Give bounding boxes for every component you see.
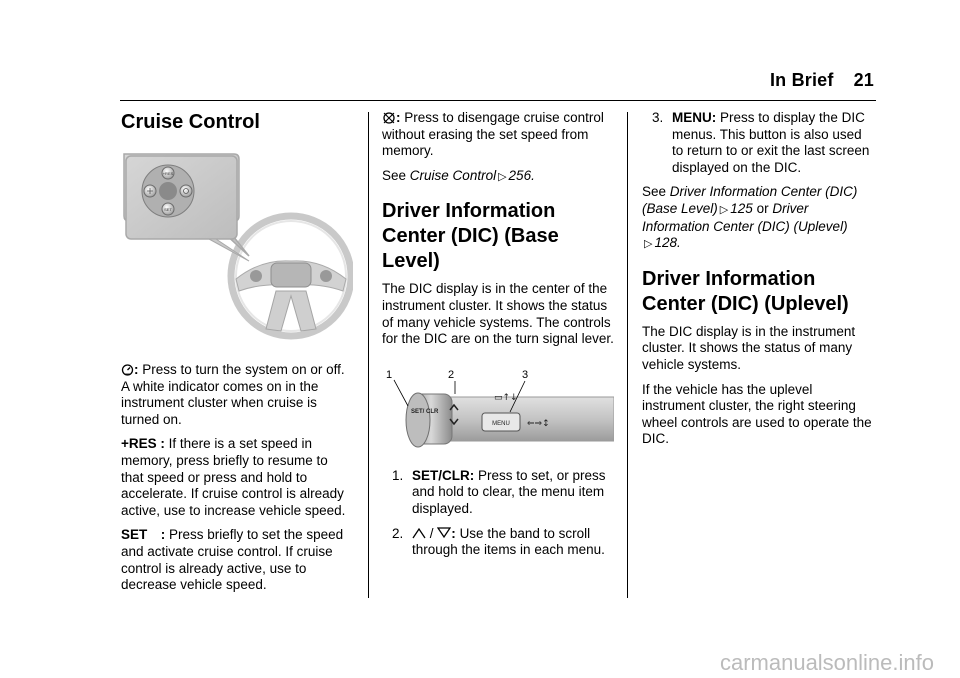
dic-base-description: The DIC display is in the center of the instrument cluster. It shows the status of many vehicle systems. The controls for the DIC are on the turn signal lever. <box>382 281 614 347</box>
list-item-set-clr <box>382 468 614 518</box>
cruise-on-off-description <box>121 362 351 428</box>
res-label: +RES <box>162 171 174 176</box>
band-up-icon <box>412 527 426 539</box>
dic-uplevel-heading: Driver Information Center (DIC) (Uplevel) <box>642 267 849 315</box>
band-down-icon <box>437 527 451 539</box>
item-number: 3. <box>652 110 664 125</box>
column-divider-2 <box>627 112 628 598</box>
dic-base-page[interactable]: 125 <box>730 200 753 216</box>
page-number: 21 <box>853 70 874 90</box>
res-key: +RES : <box>121 436 165 452</box>
list-item-menu <box>642 110 874 176</box>
set-label: SET <box>164 207 172 212</box>
set-clr-key: SET/CLR: <box>412 467 475 483</box>
cancel-description <box>382 110 614 160</box>
on-off-key: : <box>134 362 139 377</box>
see-prefix: See <box>642 184 667 200</box>
cruise-button-cluster <box>142 165 194 217</box>
dic-controls-list <box>382 468 614 559</box>
menu-key: MENU: <box>672 110 717 125</box>
menu-label: MENU <box>492 420 510 427</box>
set-description <box>121 527 351 593</box>
cruise-control-heading: Cruise Control <box>121 111 260 133</box>
cruise-on-off-icon <box>121 363 134 376</box>
set-text: Press briefly to set the speed and activate cruise control. If cruise control is already active, use to decrease vehicle speed. <box>121 527 344 593</box>
set-clr-text: Press to set, or press and hold to clear, the menu item displayed. <box>412 467 606 516</box>
turn-signal-symbols: ⇐⇒↕ <box>527 418 550 429</box>
callout-3: 3 <box>522 368 529 381</box>
steering-wheel-figure <box>121 151 353 356</box>
page-reference-icon: ▷ <box>498 170 507 183</box>
dic-controls-list-continued <box>642 110 874 176</box>
dic-base-link[interactable]: Driver Information Center (DIC) (Base Level) <box>642 184 858 216</box>
cancel-key: : <box>396 110 401 125</box>
or-word: or <box>756 200 769 216</box>
page-reference-icon: ▷ <box>719 203 729 216</box>
menu-text: Press to display the DIC menus. This button is also used to return to or exit the last screen displayed on the DIC. <box>672 110 870 175</box>
cruise-on-off-button <box>180 185 192 197</box>
column-divider-1 <box>368 112 369 598</box>
page-header <box>0 0 960 100</box>
res-description <box>121 436 351 519</box>
dic-uplevel-link[interactable]: Driver Information Center (DIC) (Uplevel) <box>642 200 848 234</box>
see-cruise-control <box>382 168 614 186</box>
header-rule <box>120 100 876 101</box>
list-item-band <box>382 526 614 559</box>
dic-uplevel-controls-description: If the vehicle has the uplevel instrument cluster, the right steering wheel controls are used to operate the DIC. <box>642 381 872 447</box>
see-dic-references <box>642 184 874 252</box>
dic-base-heading: Driver Information Center (DIC) (Base Level) <box>382 200 559 273</box>
set-clr-end <box>406 393 430 447</box>
set-clr-label: SET/ CLR <box>411 408 439 415</box>
on-off-text: Press to turn the system on or off. A white indicator comes on in the instrument cluster when cruise is turned on. <box>121 362 345 427</box>
item-number: 2. <box>392 525 404 541</box>
band-text: Use the band to scroll through the items in each menu. <box>412 525 605 558</box>
callout-2: 2 <box>448 368 455 381</box>
column-2 <box>382 110 614 567</box>
cruise-control-link[interactable]: Cruise Control <box>409 167 497 183</box>
cruise-control-page[interactable]: 256. <box>508 167 535 183</box>
turn-signal-lever-figure <box>382 368 614 458</box>
headlamp-symbols: ▭↑↓ <box>494 392 518 403</box>
dic-uplevel-description: The DIC display is in the instrument cluster. It shows the status of many vehicle systems. <box>642 323 856 372</box>
res-text: If there is a set speed in memory, press briefly to resume to that speed or press and hold to accelerate. If cruise control is already active, use to increase vehicle speed. <box>121 436 346 518</box>
page-reference-icon: ▷ <box>644 238 653 251</box>
steering-wheel <box>231 216 351 336</box>
running-head <box>770 70 874 91</box>
section-title: In Brief <box>769 70 834 90</box>
see-prefix: See <box>382 167 407 183</box>
band-separator: / <box>429 525 434 541</box>
watermark: carmanualsonline.info <box>719 650 934 675</box>
dic-uplevel-page[interactable]: 128. <box>654 235 681 251</box>
set-key: SET : <box>121 527 166 543</box>
cancel-text: Press to disengage cruise control without erasing the set speed from memory. <box>382 110 604 159</box>
column-3 <box>642 110 874 456</box>
cruise-cancel-icon <box>382 111 396 124</box>
item-number: 1. <box>392 467 404 483</box>
band-key: : <box>451 525 456 541</box>
callout-1: 1 <box>386 368 393 381</box>
column-1 <box>121 110 351 602</box>
